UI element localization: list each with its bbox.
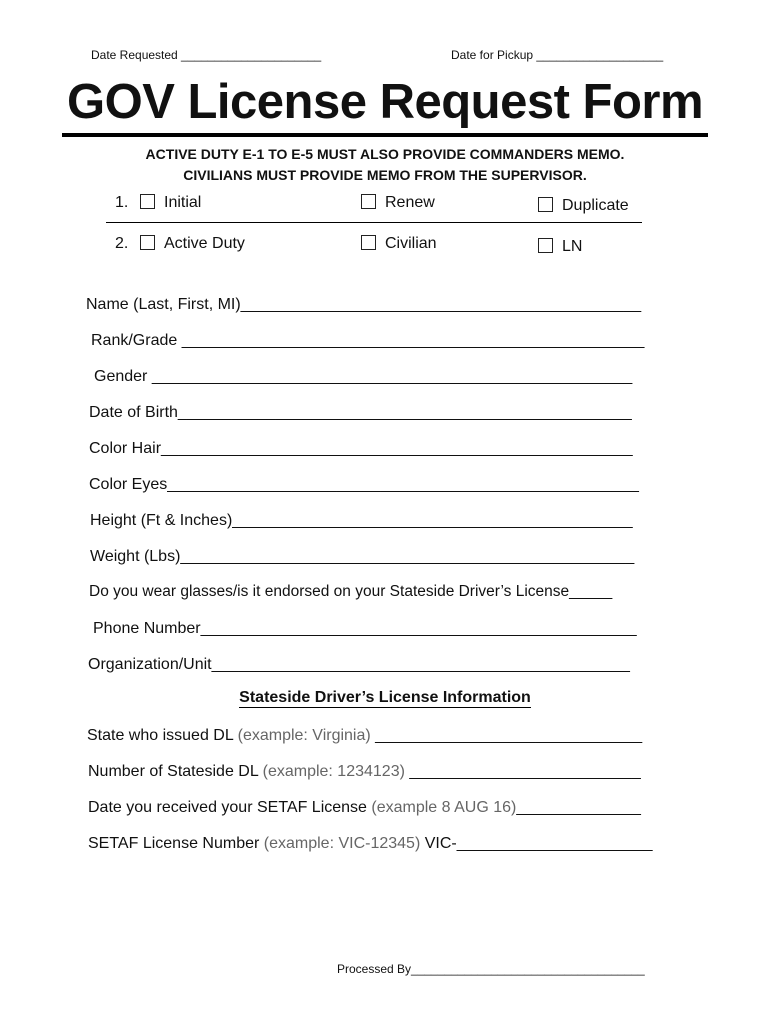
- dl-state-field[interactable]: [87, 727, 642, 745]
- checkbox-initial[interactable]: [140, 194, 155, 209]
- option-duplicate-label: Duplicate: [562, 197, 629, 214]
- checkbox-ln[interactable]: [538, 238, 553, 253]
- rank-grade-field[interactable]: Rank/Grade ____________________________________________________: [91, 332, 645, 349]
- option-active-duty-label: Active Duty: [164, 235, 245, 252]
- dl-number-field[interactable]: [88, 763, 641, 781]
- page-title: GOV License Request Form: [66, 75, 704, 129]
- option-ln-label: LN: [562, 238, 583, 255]
- color-eyes-field[interactable]: Color Eyes_____________________________________________________: [89, 476, 639, 493]
- checkbox-civilian[interactable]: [361, 235, 376, 250]
- setaf-date-line[interactable]: ______________: [516, 799, 641, 816]
- dl-state-example: (example: Virginia): [237, 727, 371, 744]
- option-divider: [106, 222, 642, 223]
- dl-state-label: State who issued DL: [87, 727, 238, 744]
- notice-active-duty: ACTIVE DUTY E-1 TO E-5 MUST ALSO PROVIDE COMMANDERS MEMO.: [145, 146, 625, 162]
- option-renew-label: Renew: [385, 194, 435, 211]
- option-row-2-number: 2.: [115, 235, 129, 252]
- weight-field[interactable]: Weight (Lbs)___________________________________________________: [90, 548, 635, 565]
- setaf-number-field[interactable]: [88, 835, 653, 853]
- organization-unit-field[interactable]: Organization/Unit_______________________________________________: [88, 656, 630, 673]
- processed-by-field[interactable]: Processed By___________________________________: [337, 962, 645, 976]
- glasses-field[interactable]: Do you wear glasses/is it endorsed on your Stateside Driver’s License_____: [89, 583, 613, 600]
- height-field[interactable]: Height (Ft & Inches)_____________________________________________: [90, 512, 633, 529]
- notice-civilians: CIVILIANS MUST PROVIDE MEMO FROM THE SUPERVISOR.: [183, 167, 587, 183]
- section-title-stateside-dl: Stateside Driver’s License Information: [239, 689, 531, 706]
- date-of-birth-field[interactable]: Date of Birth___________________________________________________: [89, 404, 632, 421]
- option-civilian-label: Civilian: [385, 235, 437, 252]
- dl-number-line[interactable]: __________________________: [404, 763, 641, 780]
- setaf-date-field[interactable]: [88, 799, 641, 817]
- date-requested-field[interactable]: Date Requested _____________________: [91, 48, 322, 62]
- name-field[interactable]: Name (Last, First, MI)_____________________________________________: [86, 296, 642, 313]
- checkbox-renew[interactable]: [361, 194, 376, 209]
- option-active-duty[interactable]: [140, 235, 245, 253]
- color-hair-field[interactable]: Color Hair_____________________________________________________: [89, 440, 633, 457]
- setaf-number-example: (example: VIC-12345): [263, 835, 421, 852]
- title-underline: [62, 133, 708, 137]
- checkbox-active-duty[interactable]: [140, 235, 155, 250]
- checkbox-duplicate[interactable]: [538, 197, 553, 212]
- setaf-number-line[interactable]: VIC-______________________: [420, 835, 653, 852]
- setaf-date-label: Date you received your SETAF License: [88, 799, 372, 816]
- setaf-number-label: SETAF License Number: [88, 835, 264, 852]
- dl-state-line[interactable]: ______________________________: [370, 727, 643, 744]
- option-civilian[interactable]: [361, 235, 437, 253]
- dl-number-label: Number of Stateside DL: [88, 763, 263, 780]
- option-renew[interactable]: [361, 194, 435, 212]
- option-initial[interactable]: [140, 194, 201, 212]
- option-row-1-number: 1.: [115, 194, 129, 211]
- option-ln[interactable]: [538, 238, 582, 256]
- setaf-date-example: (example 8 AUG 16): [371, 799, 517, 816]
- option-initial-label: Initial: [164, 194, 202, 211]
- gender-field[interactable]: Gender ______________________________________________________: [94, 368, 633, 385]
- option-duplicate[interactable]: [538, 197, 629, 215]
- phone-number-field[interactable]: Phone Number_________________________________________________: [93, 620, 637, 637]
- dl-number-example: (example: 1234123): [262, 763, 405, 780]
- date-pickup-field[interactable]: Date for Pickup ___________________: [451, 48, 664, 62]
